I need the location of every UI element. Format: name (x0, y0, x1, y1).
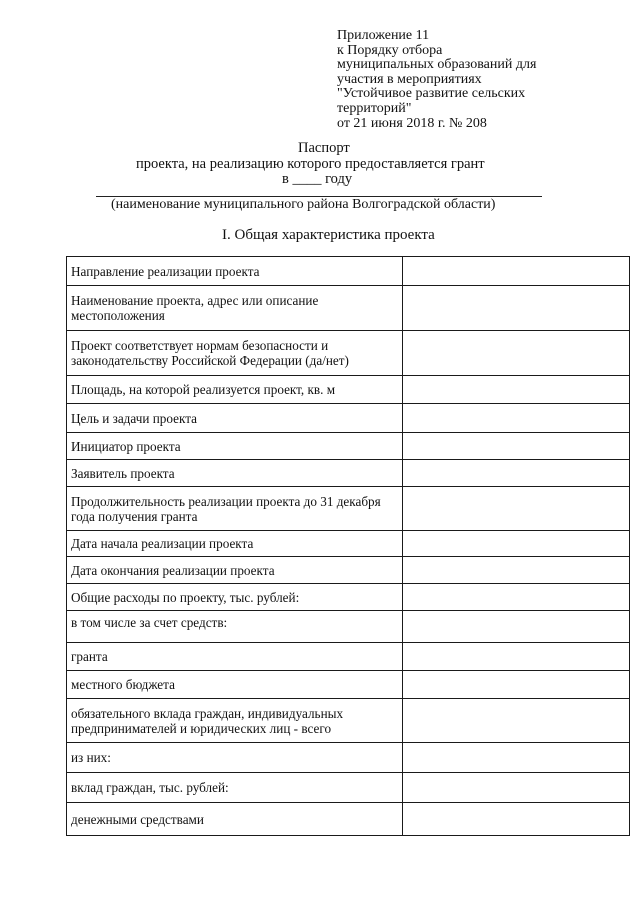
row-label: местного бюджета (67, 671, 403, 699)
table-row (67, 699, 630, 743)
row-value-cell[interactable] (403, 773, 630, 803)
document-title: Паспорт (298, 140, 350, 156)
appendix-line: Приложение 11 (337, 28, 430, 43)
row-value-cell[interactable] (403, 257, 630, 286)
row-value-cell[interactable] (403, 643, 630, 671)
table-row (67, 404, 630, 433)
table-row (67, 584, 630, 611)
row-value-cell[interactable] (403, 433, 630, 460)
table-row (67, 376, 630, 404)
row-value-cell[interactable] (403, 331, 630, 376)
row-value-cell[interactable] (403, 531, 630, 557)
row-value-cell[interactable] (403, 557, 630, 584)
appendix-line: "Устойчивое развитие сельских (337, 86, 526, 102)
row-value-cell[interactable] (403, 404, 630, 433)
appendix-line: к Порядку отбора (337, 42, 443, 58)
table-row (67, 331, 630, 376)
row-label: вклад граждан, тыс. рублей: (67, 773, 403, 803)
row-value-cell[interactable] (403, 584, 630, 611)
row-value-cell[interactable] (403, 376, 630, 404)
row-label: Направление реализации проекта (67, 257, 403, 286)
row-value-cell[interactable] (403, 460, 630, 487)
appendix-reference (337, 29, 627, 131)
row-label: денежными средствами (67, 803, 403, 836)
row-label: Заявитель проекта (67, 460, 403, 487)
row-value-cell[interactable] (403, 743, 630, 773)
appendix-line: участия в мероприятиях (337, 71, 482, 87)
document-subtitle: проекта, на реализацию которого предоставляется грант (136, 156, 485, 172)
row-label: Проект соответствует нормам безопасности и законодательству Российской Федерации (да/нет) (67, 331, 403, 376)
table-row (67, 743, 630, 773)
row-label: Инициатор проекта (67, 433, 403, 460)
project-characteristics-table (66, 256, 630, 836)
row-value-cell[interactable] (403, 286, 630, 331)
row-label: Дата окончания реализации проекта (67, 557, 403, 584)
row-value-cell[interactable] (403, 487, 630, 531)
region-caption: (наименование муниципального района Волгоградской области) (111, 197, 496, 212)
row-label: Площадь, на которой реализуется проект, кв. м (67, 376, 403, 404)
table-row (67, 611, 630, 643)
row-label: из них: (67, 743, 403, 773)
table-row (67, 557, 630, 584)
row-label: обязательного вклада граждан, индивидуальных предпринимателей и юридических лиц - всего (67, 699, 403, 743)
table-row (67, 643, 630, 671)
table-row (67, 487, 630, 531)
table-row (67, 803, 630, 836)
row-label: в том числе за счет средств: (67, 611, 403, 643)
appendix-line: муниципальных образований для (337, 57, 537, 73)
table-row (67, 671, 630, 699)
appendix-line: территорий" (337, 100, 412, 116)
grant-year-line: в ____ году (282, 171, 353, 187)
row-value-cell[interactable] (403, 611, 630, 643)
row-value-cell[interactable] (403, 699, 630, 743)
row-label: гранта (67, 643, 403, 671)
row-value-cell[interactable] (403, 671, 630, 699)
table-row (67, 433, 630, 460)
appendix-line: от 21 июня 2018 г. № 208 (337, 115, 487, 131)
row-label: Продолжительность реализации проекта до 31 декабря года получения гранта (67, 487, 403, 531)
row-label: Наименование проекта, адрес или описание местоположения (67, 286, 403, 331)
table-row (67, 773, 630, 803)
table-row (67, 286, 630, 331)
row-value-cell[interactable] (403, 803, 630, 836)
table-row (67, 460, 630, 487)
table-row (67, 257, 630, 286)
table-row (67, 531, 630, 557)
row-label: Общие расходы по проекту, тыс. рублей: (67, 584, 403, 611)
section-title: I. Общая характеристика проекта (222, 227, 435, 243)
row-label: Дата начала реализации проекта (67, 531, 403, 557)
row-label: Цель и задачи проекта (67, 404, 403, 433)
